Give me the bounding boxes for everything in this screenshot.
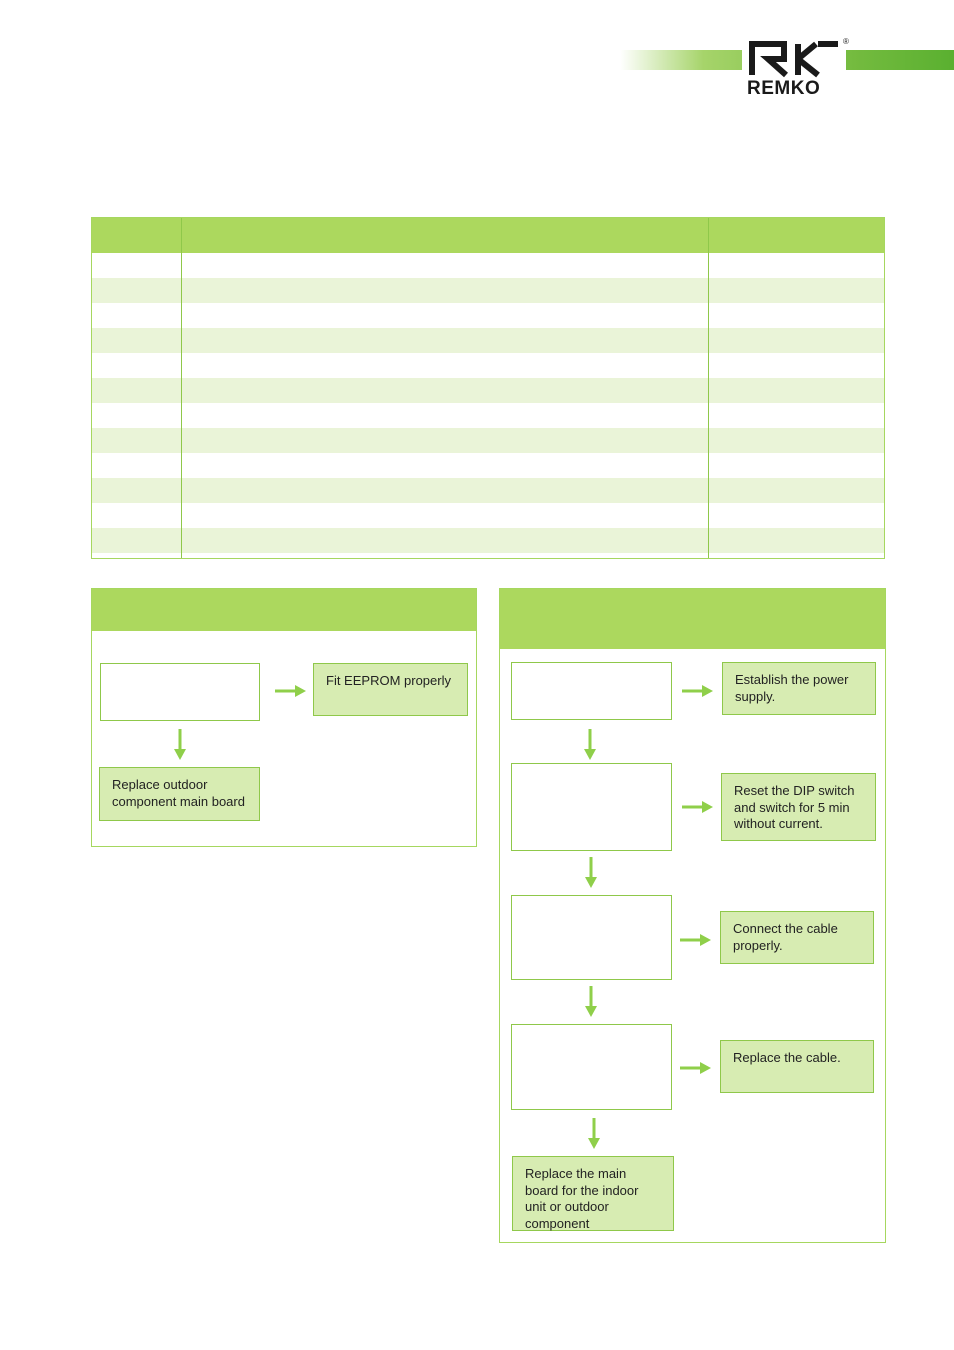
column-divider	[708, 218, 709, 558]
column-divider	[181, 218, 182, 558]
table-row	[92, 353, 884, 378]
action-establish-power: Establish the power supply.	[722, 662, 876, 715]
table-row	[92, 378, 884, 403]
table-row	[92, 303, 884, 328]
arrow-down-icon	[586, 1118, 602, 1150]
arrow-down-icon	[583, 986, 599, 1018]
check-box-cable-connection	[511, 895, 672, 980]
check-box-eeprom	[100, 663, 260, 721]
action-replace-cable: Replace the cable.	[720, 1040, 874, 1093]
panel-header	[500, 589, 885, 649]
check-box-cable-damage	[511, 1024, 672, 1110]
arrow-right-icon	[275, 683, 307, 699]
panel-header	[92, 589, 476, 631]
arrow-down-icon	[582, 729, 598, 761]
table-row	[92, 278, 884, 303]
table-header	[92, 218, 884, 253]
registered-mark: ®	[843, 37, 849, 46]
table-row	[92, 253, 884, 278]
arrow-right-icon	[682, 799, 714, 815]
error-code-table	[91, 217, 885, 559]
table-row	[92, 328, 884, 353]
arrow-right-icon	[680, 932, 712, 948]
arrow-right-icon	[680, 1060, 712, 1076]
action-connect-cable: Connect the cable properly.	[720, 911, 874, 964]
table-row	[92, 503, 884, 528]
check-box-power	[511, 662, 672, 720]
table-row	[92, 528, 884, 553]
remko-logo-icon	[748, 40, 842, 78]
brand-name: REMKO	[747, 78, 821, 99]
action-replace-main-board: Replace the main board for the indoor unit or outdoor component	[512, 1156, 674, 1231]
action-reset-dip: Reset the DIP switch and switch for 5 min without current.	[721, 773, 876, 841]
table-row	[92, 453, 884, 478]
table-row	[92, 403, 884, 428]
check-box-dip-switch	[511, 763, 672, 851]
table-row	[92, 478, 884, 503]
action-replace-outdoor-board: Replace outdoor component main board	[99, 767, 260, 821]
arrow-down-icon	[172, 729, 188, 761]
action-fit-eeprom: Fit EEPROM properly	[313, 663, 468, 716]
arrow-down-icon	[583, 857, 599, 889]
arrow-right-icon	[682, 683, 714, 699]
table-row	[92, 428, 884, 453]
